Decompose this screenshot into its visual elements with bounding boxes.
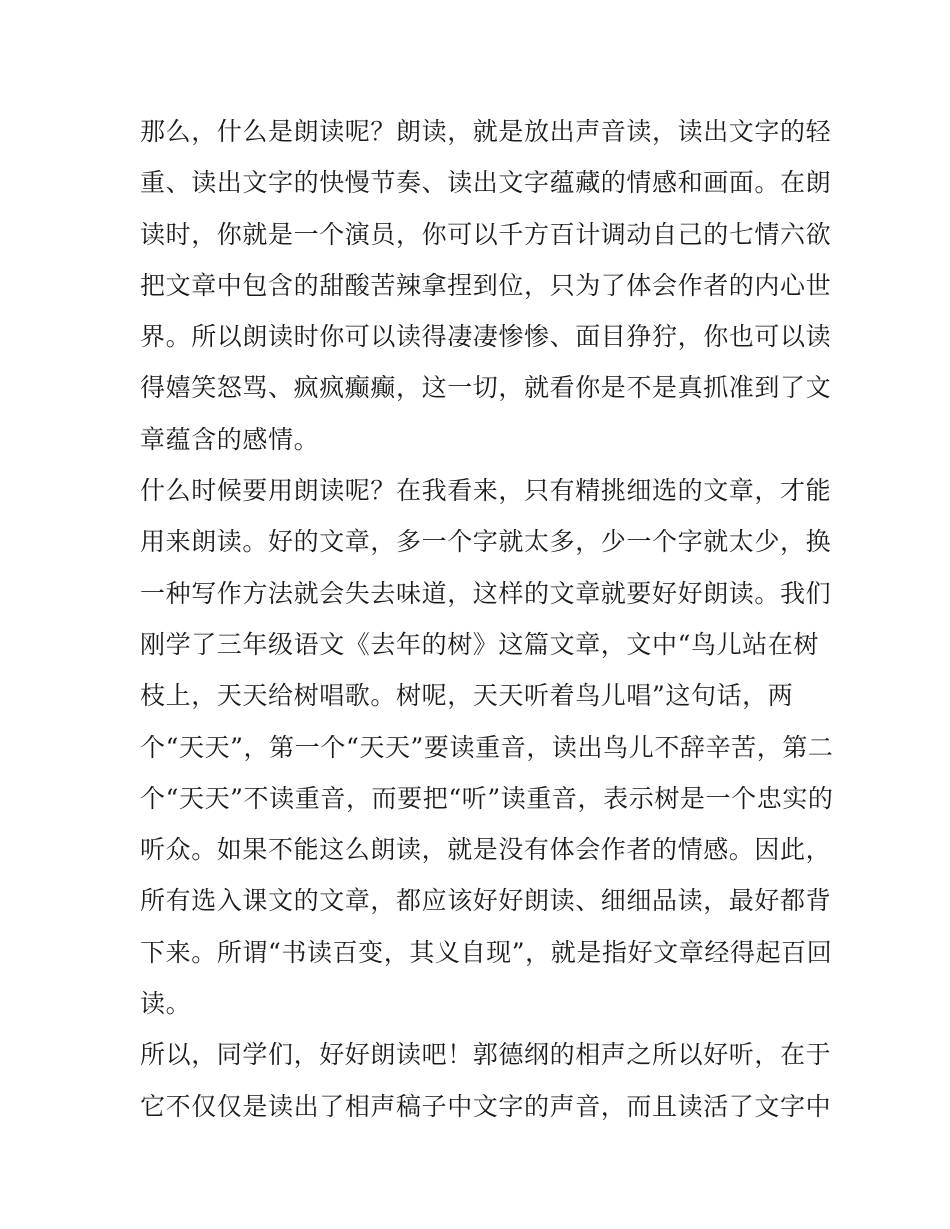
text-line: 所有选入课文的文章，都应该好好朗读、细细品读，最好都背 <box>140 886 832 916</box>
text-line: 下来。所谓“书读百变，其义自现”，就是指好文章经得起百回 <box>140 937 833 967</box>
text-line: 得嬉笑怒骂、疯疯癫癫，这一切，就看你是不是真抓准到了文 <box>140 373 832 403</box>
text-line: 个“天天”不读重音，而要把“听”读重音，表示树是一个忠实的 <box>140 783 834 813</box>
text-line: 枝上，天天给树唱歌。树呢，天天听着鸟儿唱”这句话，两 <box>140 681 794 711</box>
text-line: 读时，你就是一个演员，你可以千方百计调动自己的七情六欲 <box>140 219 832 249</box>
text-line: 那么，什么是朗读呢？朗读，就是放出声音读，读出文字的轻 <box>140 117 832 146</box>
text-line: 重、读出文字的快慢节奏、读出文字蕴藏的情感和画面。在朗 <box>140 168 832 198</box>
text-line: 它不仅仅是读出了相声稿子中文字的声音，而且读活了文字中 <box>140 1091 832 1121</box>
text-line: 听众。如果不能这么朗读，就是没有体会作者的情感。因此， <box>140 835 832 865</box>
text-line: 用来朗读。好的文章，多一个字就太多，少一个字就太少，换 <box>140 527 832 557</box>
text-line: 界。所以朗读时你可以读得凄凄惨惨、面目狰狞，你也可以读 <box>140 322 832 352</box>
text-line: 把文章中包含的甜酸苦辣拿捏到位，只为了体会作者的内心世 <box>140 270 832 300</box>
text-line: 刚学了三年级语文《去年的树》这篇文章，文中“鸟儿站在树 <box>140 629 819 659</box>
text-line: 一种写作方法就会失去味道，这样的文章就要好好朗读。我们 <box>140 578 832 608</box>
text-line: 所以，同学们，好好朗读吧！郭德纲的相声之所以好听，在于 <box>140 1040 832 1070</box>
text-line: 读。 <box>140 989 192 1019</box>
text-line: 章蕴含的感情。 <box>140 424 320 454</box>
text-line: 个“天天”，第一个“天天”要读重音，读出鸟儿不辞辛苦，第二 <box>140 732 834 762</box>
text-line: 什么时候要用朗读呢？在我看来，只有精挑细选的文章，才能 <box>140 476 832 506</box>
body-text <box>140 106 834 1132</box>
